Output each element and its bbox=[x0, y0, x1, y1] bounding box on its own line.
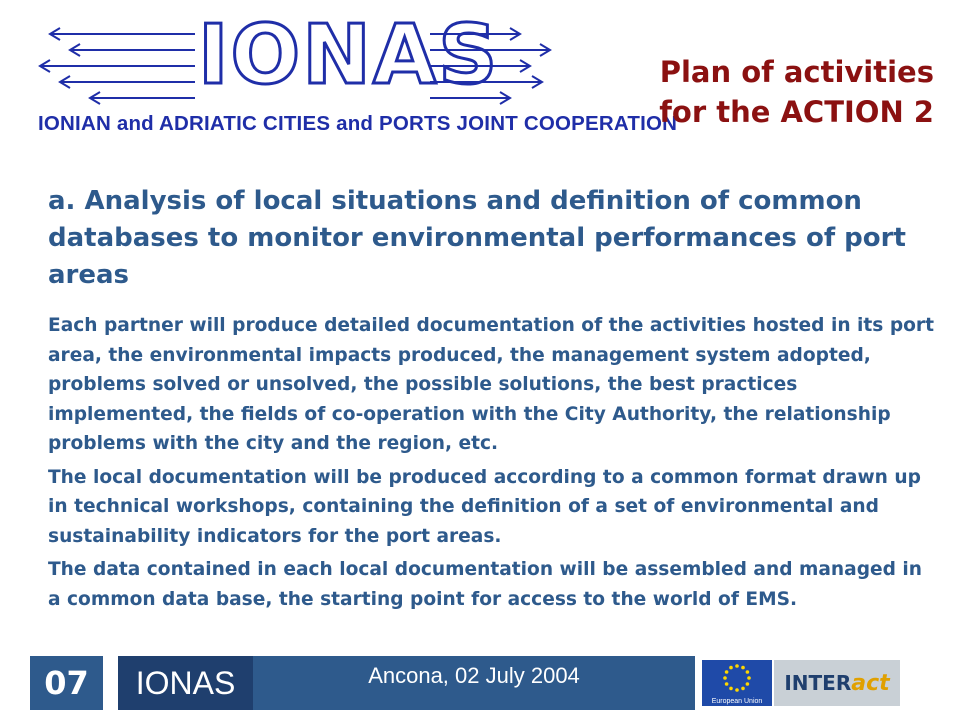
footer-date: Ancona, 02 July 2004 bbox=[253, 656, 695, 710]
interact-logo bbox=[774, 660, 900, 706]
logo-wordmark: IONAS bbox=[198, 8, 500, 103]
interact-prefix: INTER bbox=[784, 671, 852, 695]
slide-title bbox=[659, 52, 934, 132]
paragraph: Each partner will produce detailed documentation of the activities hosted in its port area, the environmental impacts produced, the management system adopted, problems solved or unsolved, the possible solutions, the best practices implemented, the fields of co-operation with the City Authority, the relationship problems with the city and the region, etc. bbox=[48, 315, 934, 454]
eu-stars-icon bbox=[702, 660, 772, 698]
interact-suffix: act bbox=[851, 670, 890, 696]
section-heading: a. Analysis of local situations and definition of common databases to monitor environmental performances of port areas bbox=[48, 186, 906, 290]
title-line-1: Plan of activities bbox=[659, 55, 934, 89]
footer-project-name: IONAS bbox=[118, 656, 253, 710]
footer bbox=[30, 656, 900, 710]
eu-flag-logo bbox=[702, 660, 772, 706]
logo-subtitle: IONIAN and ADRIATIC CITIES and PORTS JOINT COOPERATION bbox=[38, 112, 678, 135]
page-number: 07 bbox=[30, 656, 103, 710]
ionas-logo bbox=[30, 8, 678, 144]
title-line-2: for the ACTION 2 bbox=[659, 95, 934, 129]
paragraph: The data contained in each local documentation will be assembled and managed in a common data base, the starting point for access to the world of EMS. bbox=[48, 559, 923, 610]
body-text bbox=[48, 311, 938, 618]
paragraph: The local documentation will be produced according to a common format drawn up in technical workshops, containing the definition of a set of environmental and sustainability indicators for the port areas. bbox=[48, 466, 921, 547]
eu-label: European Union bbox=[711, 698, 763, 705]
